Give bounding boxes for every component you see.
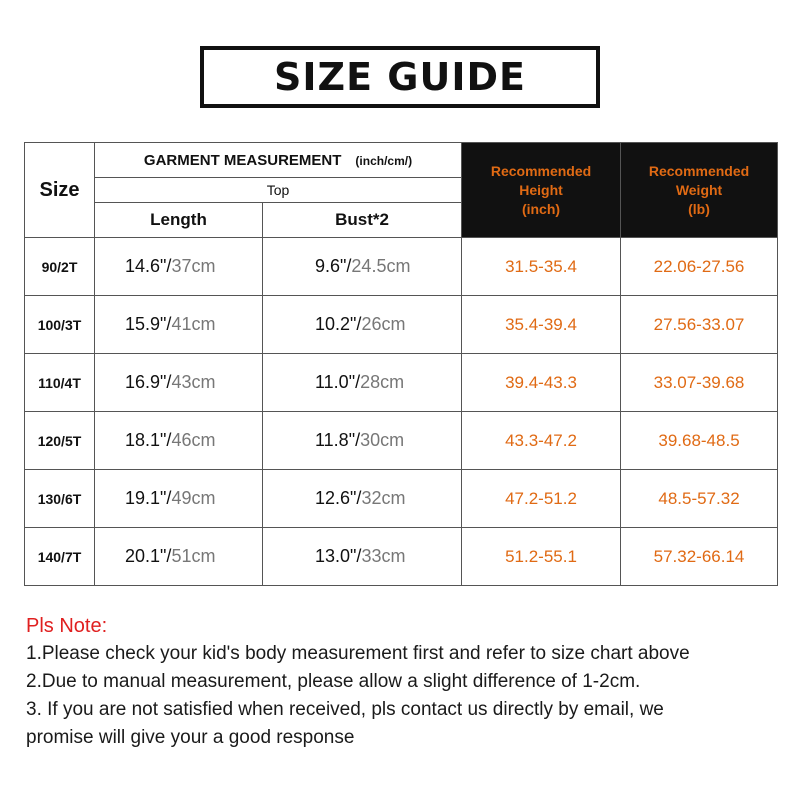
garment-measurement-label: GARMENT MEASUREMENT: [143, 151, 342, 169]
size-cell: 120/5T: [25, 412, 95, 470]
size-cell: 100/3T: [25, 296, 95, 354]
length-cm: 49cm: [171, 488, 216, 508]
recommended-weight-header: [621, 143, 778, 238]
bust-cell: [263, 470, 462, 528]
note-line: 2.Due to manual measurement, please allow a slight difference of 1-2cm.: [26, 671, 641, 692]
weight-header-line-3: (lb): [688, 200, 710, 217]
note-line: 1.Please check your kid's body measurement first and refer to size chart above: [26, 643, 690, 664]
table-row: [25, 296, 778, 354]
garment-unit-label: (inch/cm/): [355, 153, 413, 168]
length-cell: [95, 238, 263, 296]
length-cell: [95, 354, 263, 412]
bust-inch: 11.8"/: [315, 430, 361, 450]
bust-inch: 12.6"/: [315, 488, 362, 508]
table-row: [25, 412, 778, 470]
notes-section: [26, 612, 786, 752]
size-table: [24, 142, 778, 586]
weight-header-line-1: Recommended: [648, 162, 750, 179]
size-cell: 110/4T: [25, 354, 95, 412]
garment-measurement-header: [95, 143, 462, 178]
bust-cell: [263, 412, 462, 470]
length-cell: [95, 412, 263, 470]
height-cell: 43.3-47.2: [462, 412, 621, 470]
height-cell: 31.5-35.4: [462, 238, 621, 296]
size-guide-title-box: [200, 46, 600, 108]
size-cell: 140/7T: [25, 528, 95, 586]
length-inch: 18.1"/: [125, 430, 172, 450]
length-cell: [95, 470, 263, 528]
bust-cm: 26cm: [361, 314, 406, 334]
weight-cell: 57.32-66.14: [621, 528, 778, 586]
length-inch: 14.6"/: [125, 256, 172, 276]
bust-cm: 32cm: [361, 488, 406, 508]
length-inch: 16.9"/: [125, 372, 172, 392]
length-header: Length: [95, 203, 263, 238]
height-header-line-1: Recommended: [490, 162, 592, 179]
length-inch: 20.1"/: [125, 546, 172, 566]
bust-inch: 10.2"/: [315, 314, 362, 334]
bust-inch: 13.0"/: [315, 546, 362, 566]
bust-inch: 11.0"/: [315, 372, 361, 392]
header-row-1: [25, 143, 778, 178]
weight-cell: 27.56-33.07: [621, 296, 778, 354]
height-cell: 51.2-55.1: [462, 528, 621, 586]
notes-title: Pls Note:: [26, 615, 108, 637]
bust-cm: 33cm: [361, 546, 406, 566]
weight-cell: 33.07-39.68: [621, 354, 778, 412]
bust-cm: 24.5cm: [351, 256, 411, 276]
size-cell: 130/6T: [25, 470, 95, 528]
length-cm: 37cm: [171, 256, 216, 276]
table-row: [25, 354, 778, 412]
size-header: Size: [25, 143, 95, 238]
bust-cm: 30cm: [360, 430, 405, 450]
note-line: 3. If you are not satisfied when received, pls contact us directly by email, we: [26, 699, 664, 720]
bust-cell: [263, 354, 462, 412]
bust-cell: [263, 238, 462, 296]
height-cell: 35.4-39.4: [462, 296, 621, 354]
height-cell: 47.2-51.2: [462, 470, 621, 528]
bust-cell: [263, 296, 462, 354]
length-cm: 43cm: [171, 372, 216, 392]
bust-inch: 9.6"/: [315, 256, 352, 276]
height-header-line-3: (inch): [521, 200, 561, 217]
height-cell: 39.4-43.3: [462, 354, 621, 412]
size-cell: 90/2T: [25, 238, 95, 296]
length-cell: [95, 528, 263, 586]
table-row: [25, 470, 778, 528]
bust-cell: [263, 528, 462, 586]
table-row: [25, 528, 778, 586]
length-cell: [95, 296, 263, 354]
note-line: promise will give your a good response: [26, 727, 355, 748]
table-row: [25, 238, 778, 296]
length-inch: 19.1"/: [125, 488, 172, 508]
weight-cell: 48.5-57.32: [621, 470, 778, 528]
bust-header: Bust*2: [263, 203, 462, 238]
page-title: SIZE GUIDE: [274, 55, 526, 99]
length-cm: 51cm: [171, 546, 216, 566]
bust-cm: 28cm: [360, 372, 405, 392]
weight-header-line-2: Weight: [675, 181, 723, 198]
top-header: Top: [95, 178, 462, 203]
length-cm: 41cm: [171, 314, 216, 334]
height-header-line-2: Height: [519, 181, 563, 198]
recommended-height-header: [462, 143, 621, 238]
weight-cell: 22.06-27.56: [621, 238, 778, 296]
length-inch: 15.9"/: [125, 314, 172, 334]
weight-cell: 39.68-48.5: [621, 412, 778, 470]
length-cm: 46cm: [171, 430, 216, 450]
